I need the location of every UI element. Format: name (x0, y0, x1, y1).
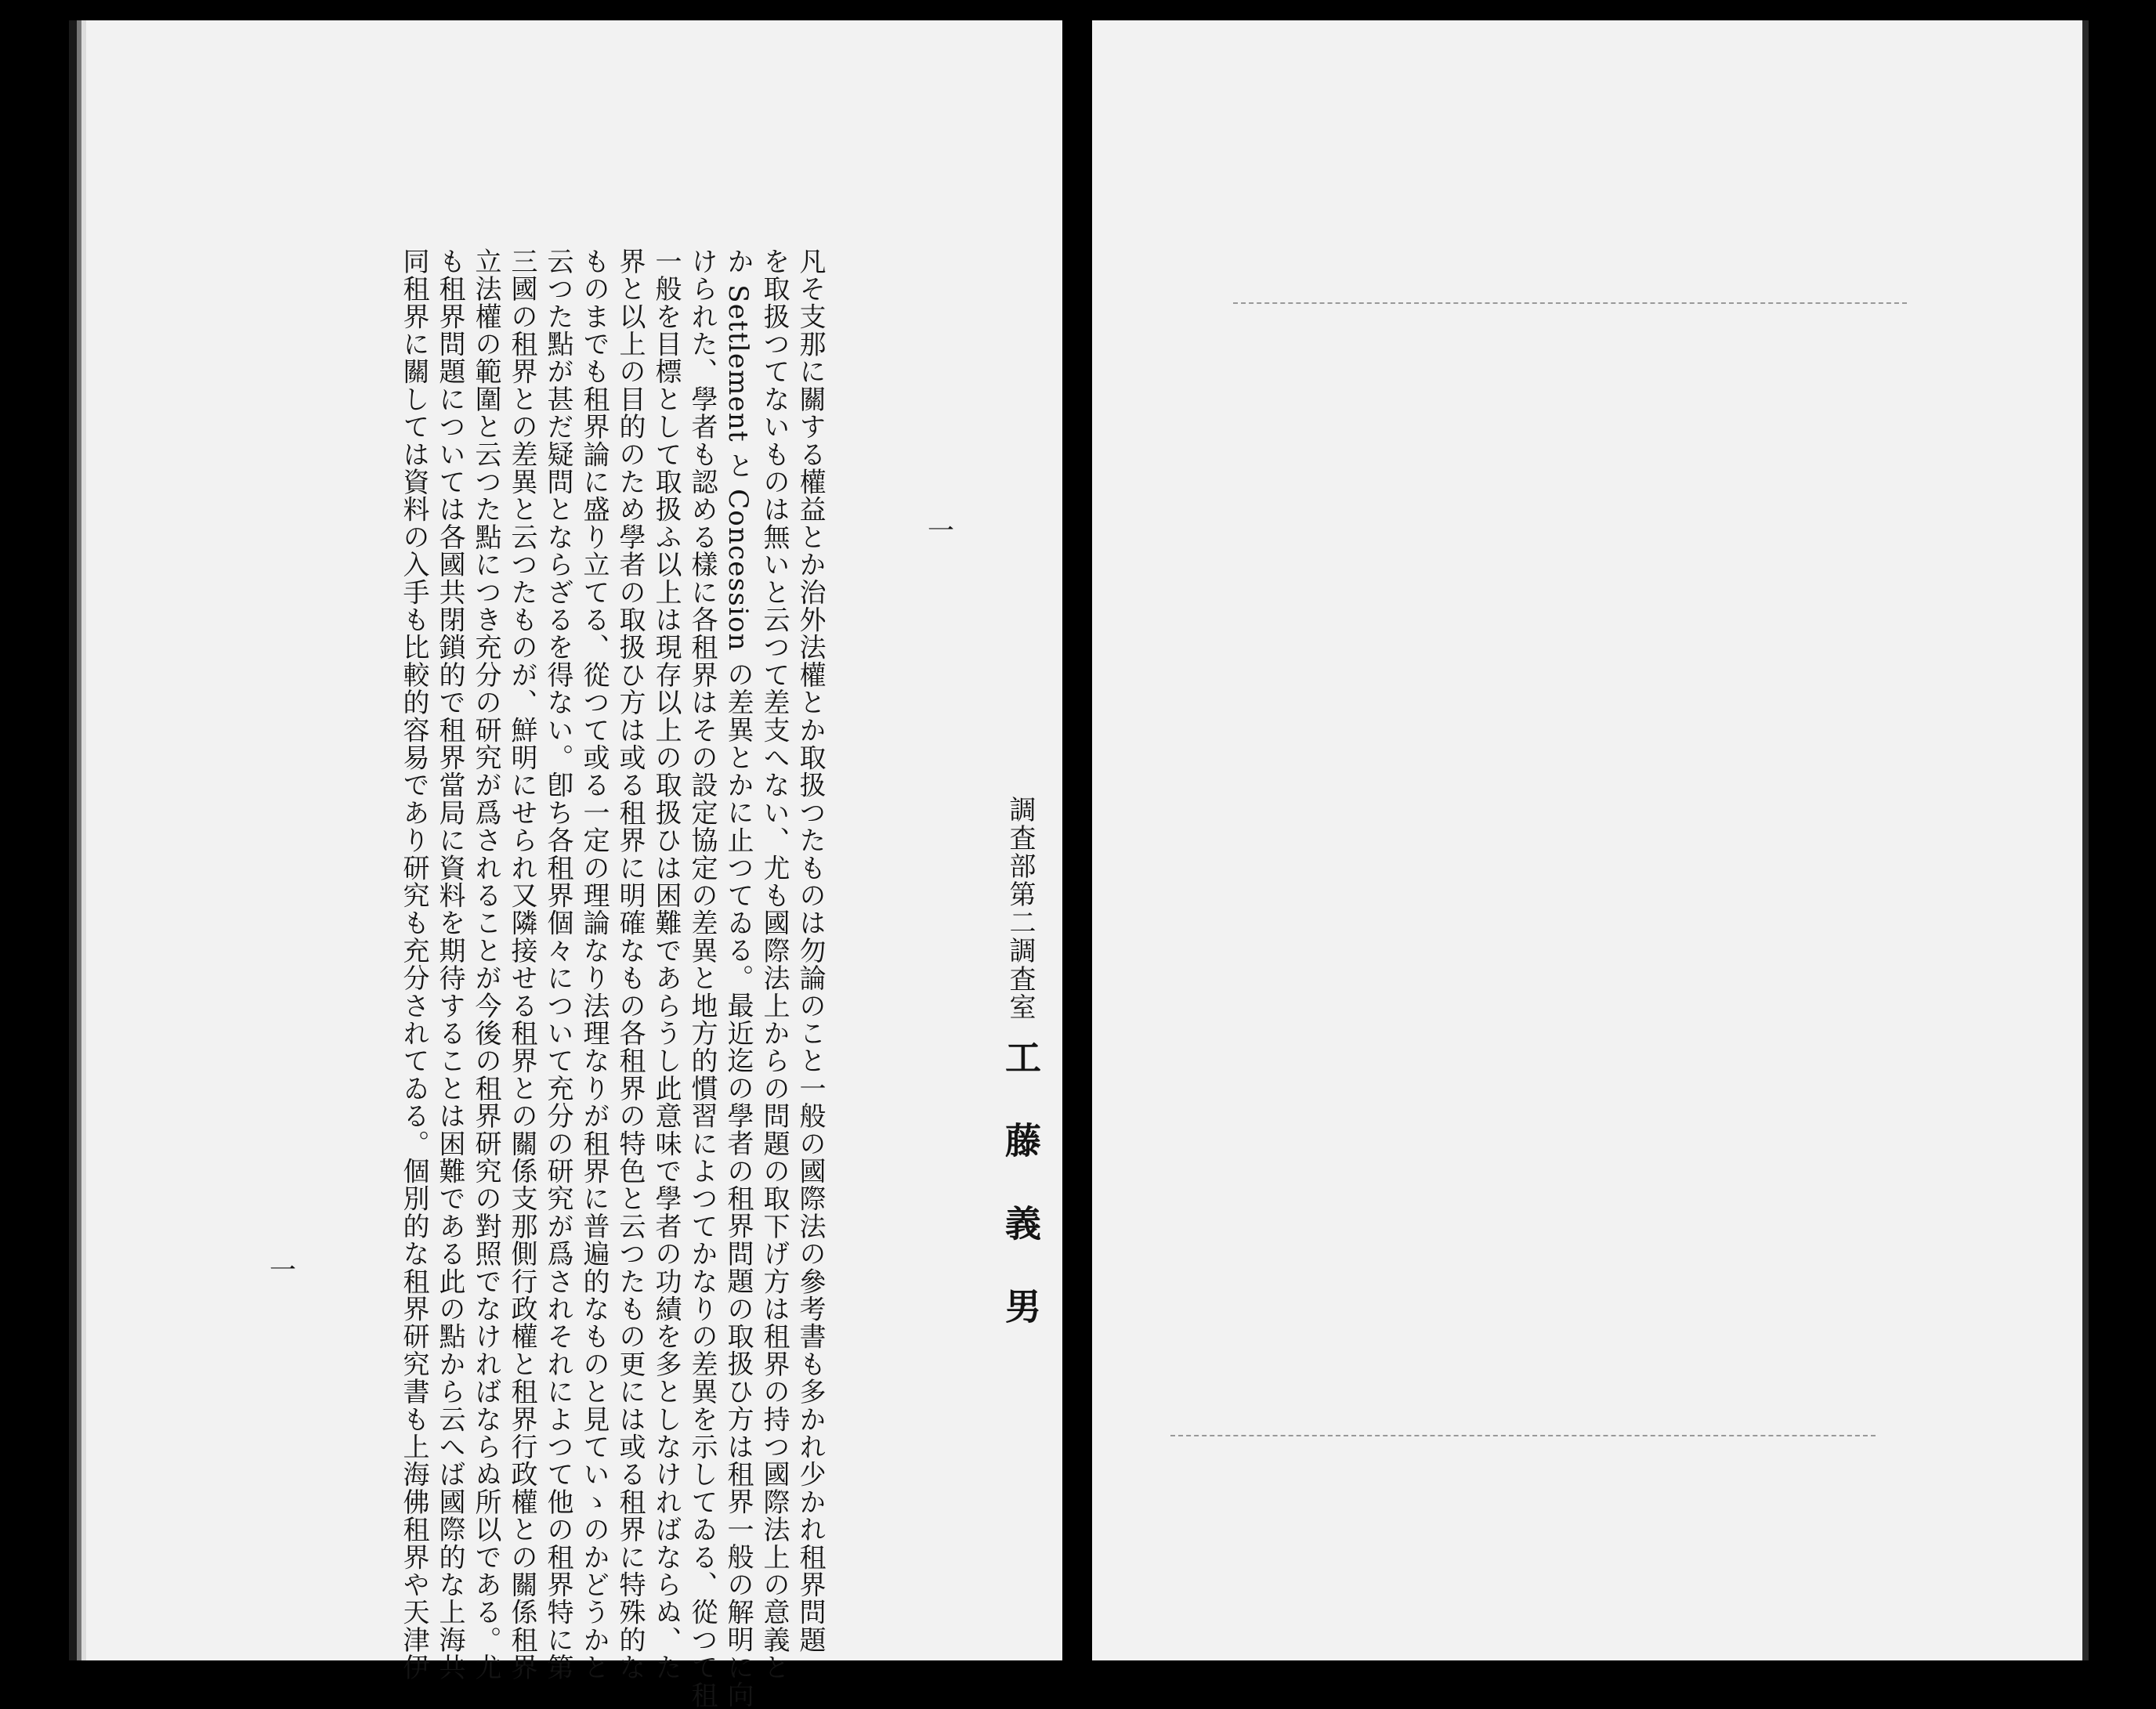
left-page (69, 20, 1062, 1709)
body-column: ものまでも租界論に盛り立てる、從つて或る一定の理論なり法理なりが租界に普遍的なものと見ていゝのかどうかと (578, 247, 610, 1682)
body-column: 一般を目標として取扱ふ以上は現存以上の取扱ひは困難であらうし此意味で學者の功績を多としなければならぬ、た (650, 247, 682, 1682)
body-column: を取扱つてないものは無いと云つて差支へない、尤も國際法上からの問題の取下げ方は租界の持つ國際法上の意義と (758, 247, 790, 1682)
body-column: 三國の租界との差異と云つたものが、鮮明にせられ又隣接せる租界との關係支那側行政權と租界行政權との關係租界 (506, 247, 537, 1682)
body-column: も租界問題については各國共閉鎖的で租界當局に資料を期待することは困難である此の點から云へば國際的な上海共 (434, 247, 465, 1682)
body-column: 同租界に關しては資料の入手も比較的容易であり研究も充分されてゐる。個別的な租界研究書も上海佛租界や天津伊 (398, 247, 429, 1682)
body-column: 云つた點が甚だ疑問とならざるを得ない。卽ち各租界個々について充分の研究が爲されそれによつて他の租界特に第 (542, 247, 573, 1682)
body-column: 凡そ支那に關する權益とか治外法權とか取扱つたものは勿論のこと一般の國際法の參考書も多かれ少かれ租界問題 (794, 247, 826, 1654)
page-mark-bottom: 一 (270, 1255, 296, 1286)
body-column: けられた、學者も認める樣に各租界はその設定協定の差異と地方的慣習によつてかなりの差異を示してゐる、從つて租 (686, 247, 718, 1709)
page-mark-top: 一 (928, 515, 954, 547)
bleed-through-mark (1170, 1435, 1876, 1436)
body-column: 界と以上の目的のため學者の取扱ひ方は或る租界に明確なもの各租界の特色と云つたもの更には或る租界に特殊的な (614, 247, 646, 1682)
right-page-blank (1092, 20, 2089, 1660)
body-column: か Settlement と Concession の差異とかに止つてゐる。最近迄の學者の租界問題の取扱ひ方は租界一般の解明に向 (722, 247, 754, 1709)
author-department: 調査部第二調査室 (1004, 796, 1036, 1021)
bleed-through-mark (1233, 302, 1907, 304)
author-name: 工藤義男 (1000, 1039, 1042, 1371)
body-column: 立法權の範圍と云つた點につき充分の研究が爲されることが今後の租界研究の對照でなければならぬ所以である。尤 (470, 247, 501, 1682)
